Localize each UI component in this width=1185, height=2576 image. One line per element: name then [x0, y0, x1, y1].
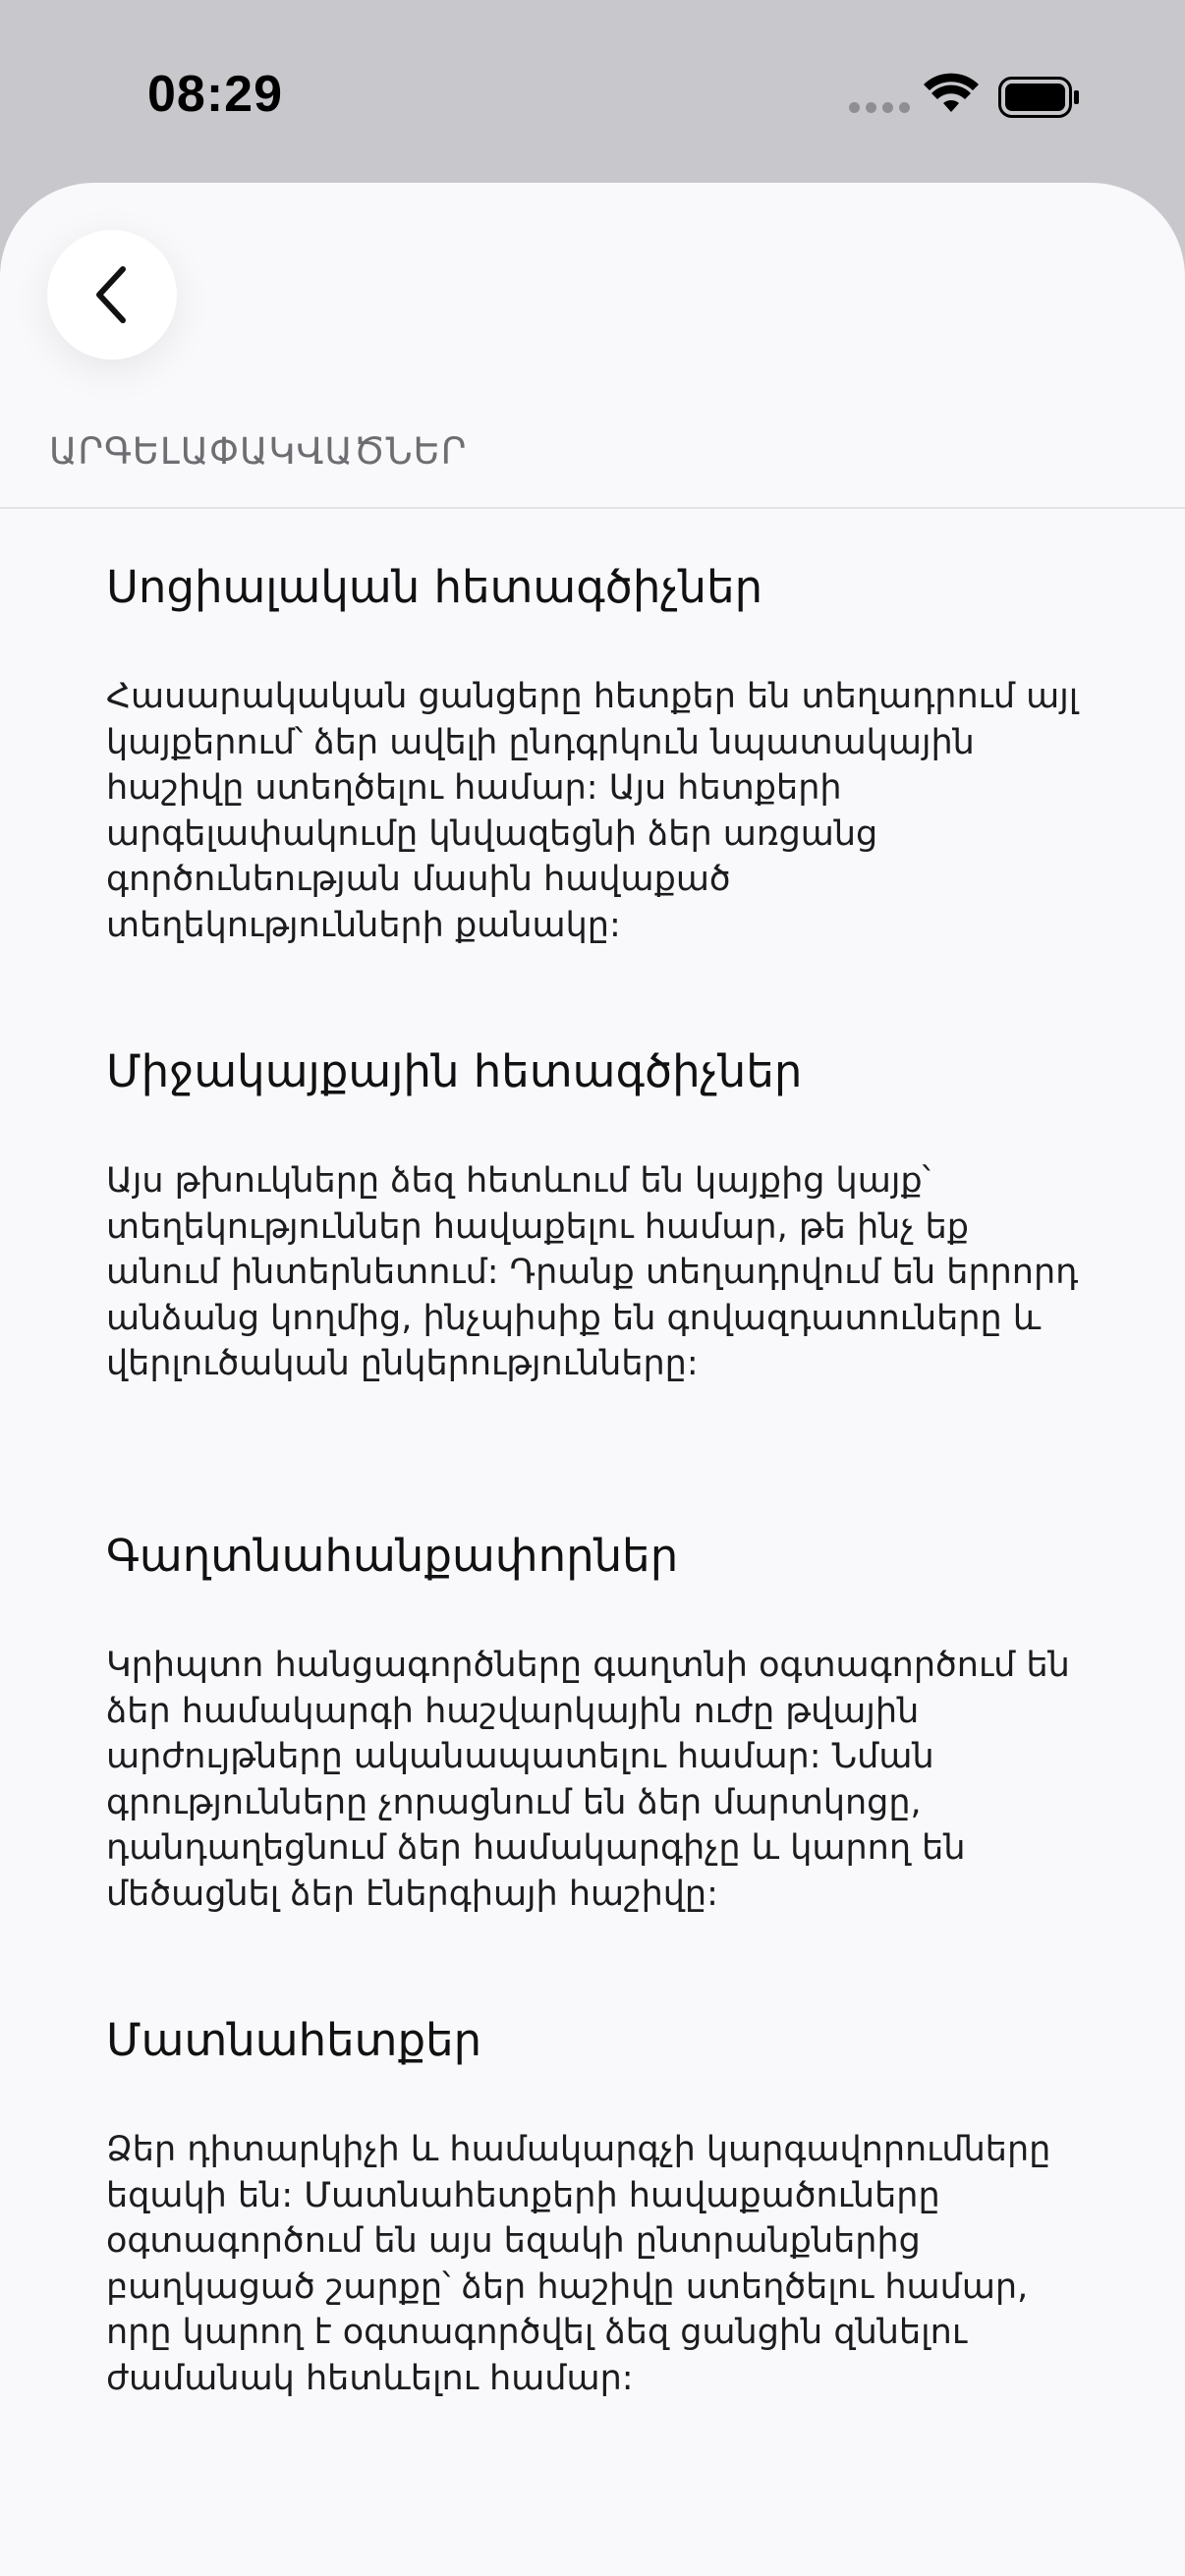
tracker-block-cryptominers: [106, 1525, 1079, 2009]
tracker-title: Գաղտնահանքափորներ: [106, 1530, 679, 1582]
cellular-signal-icon: [849, 102, 910, 113]
tracker-title: Սոցիալական հետագծիչներ: [106, 561, 763, 613]
tracker-title: Մատնահետքեր: [106, 2014, 482, 2066]
section-label: ԱՐԳԵԼԱՓԱԿՎԱԾՆԵՐ: [49, 430, 468, 473]
tracker-block-fingerprinters: [106, 2009, 1079, 2493]
tracker-description: Ձեր դիտարկիչի և համակարգչի կարգավորումները եզակի են: Մատնահետքերի հավաքածուները օգտագործում են այս եզակի ընտրանքներից բաղկացած շարքը՝ ձեր հաշիվը ստեղծելու համար, որը կարող է օգտագործվել ձեզ ցանցին զննելու ժամանակ հետևելու համար:: [106, 2130, 1051, 2398]
tracker-title: Միջակայքային հետագծիչներ: [106, 1045, 803, 1097]
battery-icon: [998, 77, 1081, 118]
tracker-description: Հասարակական ցանցերը հետքեր են տեղադրում այլ կայքերում՝ ձեր ավելի ընդգրկուն նպատակային հաշիվը ստեղծելու համար: Այս հետքերի արգելափակումը կնվազեցնի ձեր առցանց գործունեության մասին հավաքած տեղեկությունների քանակը:: [106, 677, 1079, 945]
content-sheet: [0, 183, 1185, 2576]
chevron-left-icon: [87, 265, 137, 324]
status-time: 08:29: [147, 66, 283, 123]
status-bar: [0, 0, 1185, 183]
back-button[interactable]: [47, 230, 177, 360]
tracker-list: [106, 556, 1079, 2493]
tracker-description: Կրիպտո հանցագործները գաղտնի օգտագործում են ձեր համակարգի հաշվարկային ուժը թվային արժույթները ականապատելու համար: Նման գրությունները չորացնում են ձեր մարտկոցը, դանդաղեցնում ձեր համակարգիչը և կարող են մեծացնել ձեր էներգիայի հաշիվը:: [106, 1646, 1070, 1914]
tracker-description: Այս թխուկները ձեզ հետևում են կայքից կայք՝ տեղեկություններ հավաքելու համար, թե ինչ եք անում ինտերնետում: Դրանք տեղադրվում են երրորդ անձանց կողմից, ինչպիսիք են գովազդատուները և վերլուծական ընկերությունները:: [106, 1161, 1079, 1383]
tracker-block-social: [106, 556, 1079, 1040]
divider: [0, 507, 1185, 509]
wifi-icon: [924, 73, 979, 116]
tracker-block-cross-site: [106, 1040, 1079, 1525]
